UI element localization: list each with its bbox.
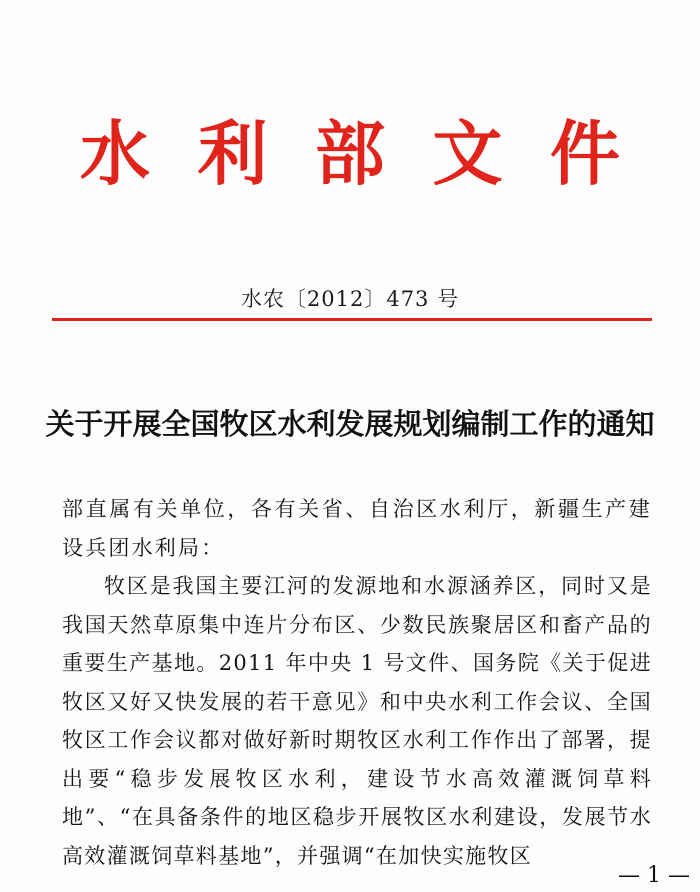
document-body <box>62 490 652 875</box>
header-char: 利 <box>197 112 268 195</box>
document-number: 水农〔2012〕473 号 <box>240 287 460 311</box>
page-number: — 1 — <box>618 863 690 888</box>
salutation: 部直属有关单位，各有关省、自治区水利厅，新疆生产建设兵团水利局： <box>62 497 652 560</box>
document-title: 关于开展全国牧区水利发展规划编制工作的通知 <box>45 407 655 441</box>
body-paragraph: 牧区是我国主要江河的发源地和水源涵养区，同时又是我国天然草原集中连片分布区、少数民族聚居区和畜产品的重要生产基地。2011 年中央 1 号文件、国务院《关于促进牧区又好又快发展的若干意见》和中央水利工作会议、全国牧区工作会议都对做好新时期牧区水利工作作出了部署，提出要“稳步发展牧区水利，建设节水高效灌溉饲草料地”、“在具备条件的地区稳步开展牧区水利建设，发展节水高效灌溉饲草料基地”，并强调“在加快实施牧区 <box>62 574 652 868</box>
header-char: 水 <box>80 112 150 195</box>
red-divider-line <box>52 318 652 321</box>
header-char: 件 <box>550 112 620 195</box>
document-header <box>60 104 640 204</box>
header-char: 部 <box>315 112 385 195</box>
header-char: 文 <box>432 112 503 195</box>
